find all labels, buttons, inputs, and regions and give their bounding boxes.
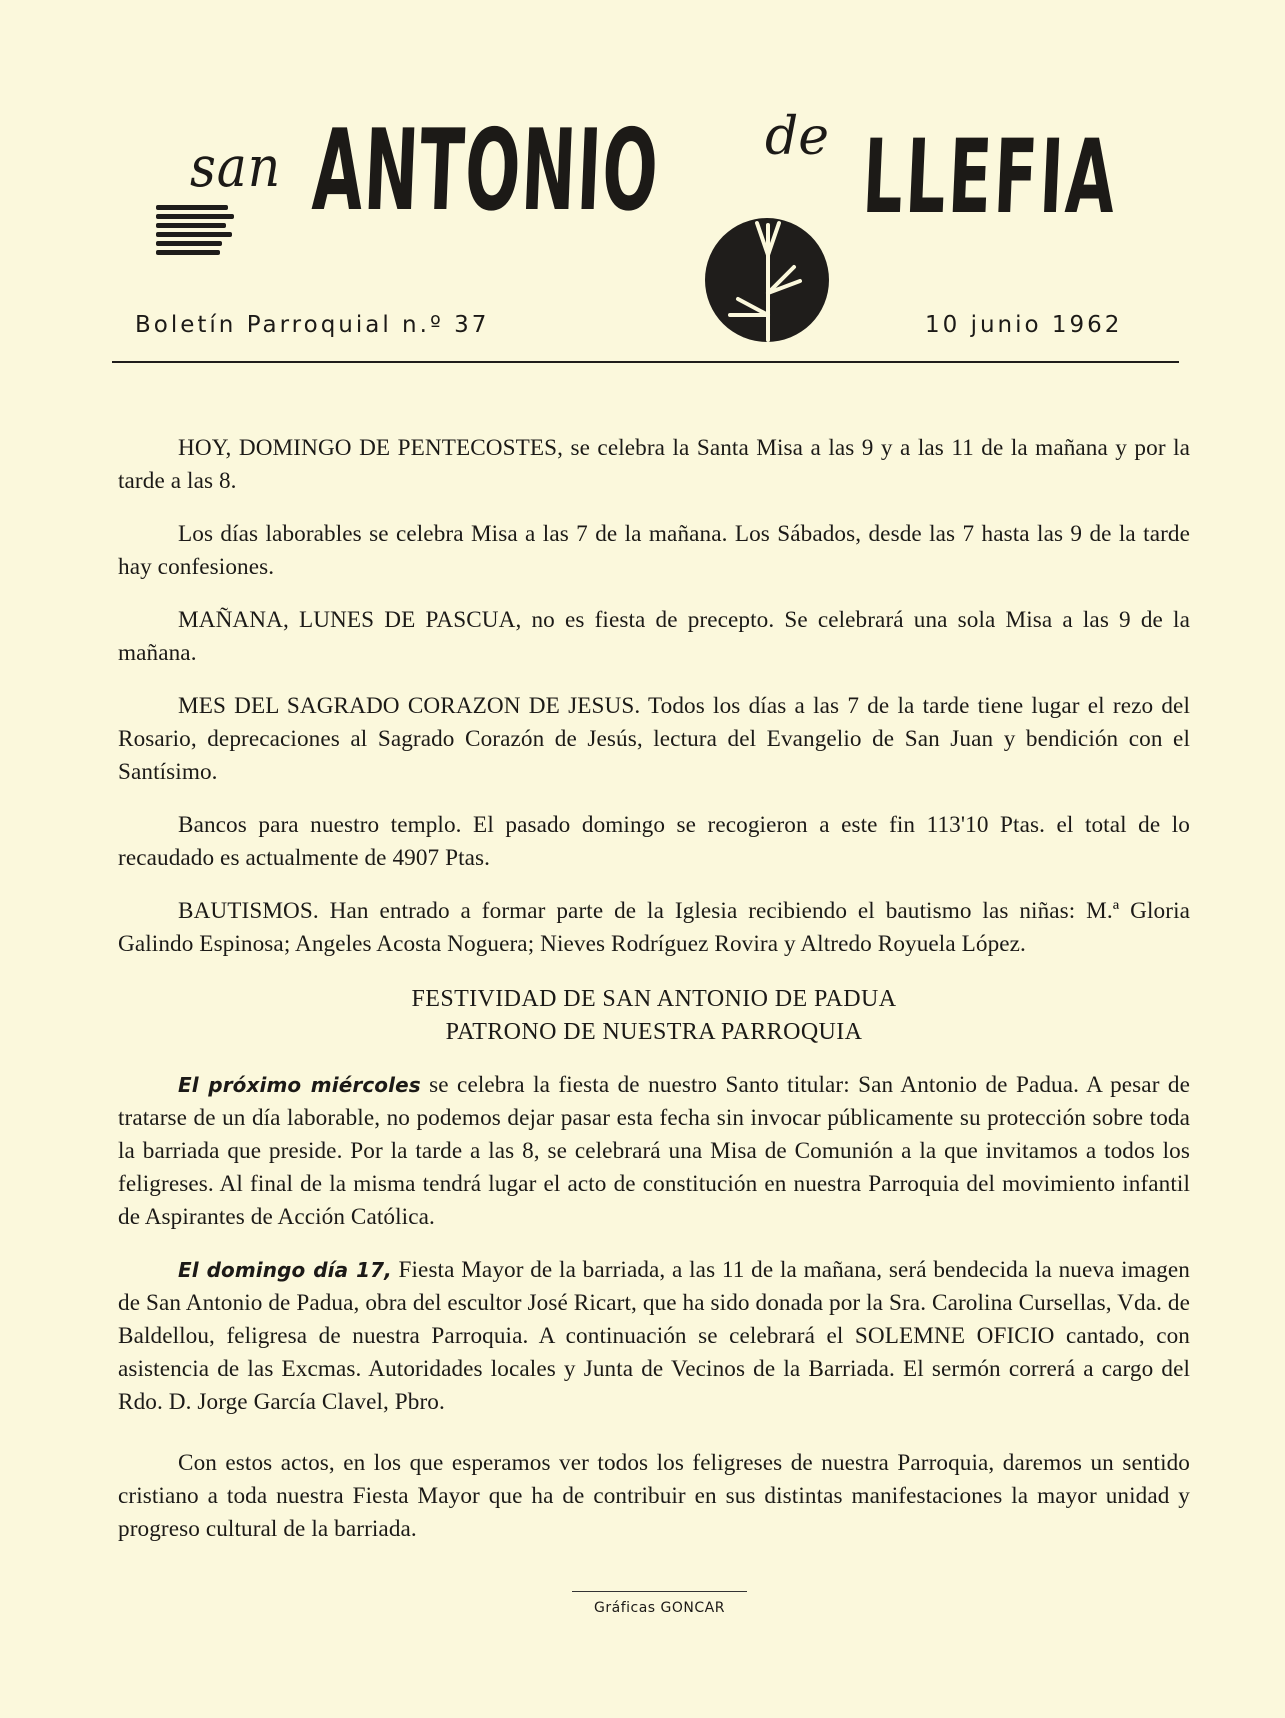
notice-pews-fund: Bancos para nuestro templo. El pasado domingo se recogieron a este fin 113'10 Ptas. el total de lo recaudado es actualmente de 4907 Ptas. (118, 812, 1190, 871)
masthead (150, 105, 1180, 345)
notice-weekday-mass: Los días laborables se celebra Misa a las 7 de la mañana. Los Sábados, desde las 7 hasta las 9 de la tarde hay confesiones. (118, 521, 1190, 580)
title-san: san (190, 135, 282, 200)
notice-baptisms: BAUTISMOS. Han entrado a formar parte de la Iglesia recibiendo el bautismo las niñas: M.ª Gloria Galindo Espinosa; Angeles Acosta Noguera; Nieves Rodríguez Rovira y Altredo Royuela López. (118, 898, 1190, 957)
paragraph-text: Con estos actos, en los que esperamos ver todos los feligreses de nuestra Parroquia, daremos un sentido cristiano a toda nuestra Fiesta Mayor que ha de contribuir en sus distintas manifestaciones la mayor unidad y progreso cultural de la barriada. (118, 1450, 1190, 1542)
footer-divider (572, 1591, 747, 1592)
feature-paragraph-wednesday (118, 1069, 1190, 1234)
paragraph-text: Fiesta Mayor de la barriada, a las 11 de la mañana, será bendecida la nueva imagen de San Antonio de Padua, obra del escultor José Ricart, que ha sido donada por la Sra. Carolina Cursellas, Vda. de Baldellou, feligresa de nuestra Parroquia. A continuación se celebrará el SOLEMNE OFICIO cantado, con asistencia de las Excmas. Autoridades locales y Junta de Vecinos de la Barriada. El sermón correrá a cargo del Rdo. D. Jorge García Clavel, Pbro. (118, 1257, 1190, 1415)
bulletin-body (118, 432, 1190, 1566)
feature-paragraph-sunday (118, 1254, 1190, 1419)
notice-sacred-heart: MES DEL SAGRADO CORAZON DE JESUS. Todos los días a las 7 de la tarde tiene lugar el rezo del Rosario, deprecaciones al Sagrado Corazón de Jesús, lectura del Evangelio de San Juan y bendición con el Santísimo. (118, 693, 1190, 785)
feature-heading (118, 983, 1190, 1049)
feature-paragraph-closing (118, 1447, 1190, 1546)
paragraph-lead: El domingo día 17, (178, 1258, 392, 1282)
bulletin-number: Boletín Parroquial n.º 37 (135, 312, 490, 338)
title-de: de (765, 107, 830, 167)
notice-pentecost: HOY, DOMINGO DE PENTECOSTES, se celebra la Santa Misa a las 9 y a las 11 de la mañana y por la tarde a las 8. (118, 435, 1190, 494)
notice-easter-monday: MAÑANA, LUNES DE PASCUA, no es fiesta de precepto. Se celebrará una sola Misa a las 9 de la mañana. (118, 607, 1190, 666)
printer-credit: Gráficas GONCAR (594, 1600, 725, 1616)
paragraph-text: se celebra la fiesta de nuestro Santo titular: San Antonio de Padua. A pesar de tratarse de un día laborable, no podemos dejar pasar esta fecha sin invocar públicamente su protección sobre toda la barriada que preside. Por la tarde a las 8, se celebrará una Misa de Comunión a la que invitamos a todos los feligreses. Al final de la misma tendrá lugar el acto de constitución en nuestra Parroquia del movimiento infantil de Aspirantes de Acción Católica. (118, 1072, 1190, 1230)
issue-date: 10 junio 1962 (925, 312, 1123, 338)
title-antonio: ANTONIO (310, 106, 662, 236)
paragraph-lead: El próximo miércoles (178, 1073, 421, 1097)
feature-heading-line2: PATRONO DE NUESTRA PARROQUIA (445, 1019, 863, 1045)
tree-branch-emblem-icon (702, 215, 832, 345)
title-llefia: LLEFIA (860, 118, 1120, 237)
wave-lines-ornament-icon (156, 205, 236, 257)
feature-heading-line1: FESTIVIDAD DE SAN ANTONIO DE PADUA (411, 986, 897, 1012)
header-divider (112, 361, 1179, 363)
